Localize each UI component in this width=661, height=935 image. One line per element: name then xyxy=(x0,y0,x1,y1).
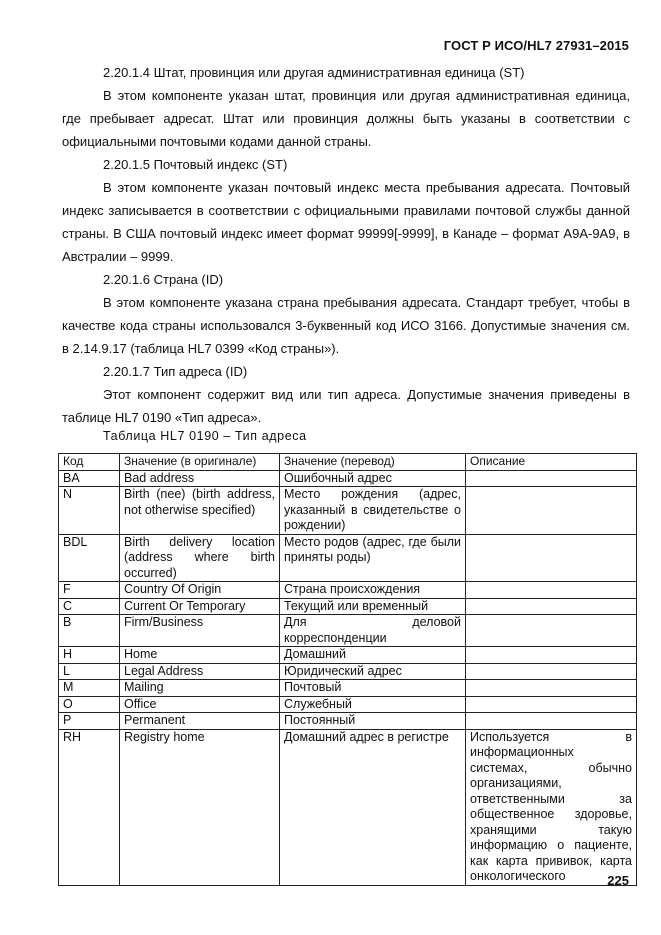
original-cell: Birth (nee) (birth address, not otherwise specified) xyxy=(120,487,280,535)
translation-cell: Почтовый xyxy=(280,680,466,697)
original-cell: Permanent xyxy=(120,713,280,730)
translation-cell: Место рождения (адрес, указанный в свидетельстве о рождении) xyxy=(280,487,466,535)
code-cell: N xyxy=(59,487,120,535)
translation-cell: Для деловой корреспонденции xyxy=(280,615,466,647)
description-cell xyxy=(466,713,637,730)
table-row xyxy=(59,487,637,535)
column-header-translation: Значение (перевод) xyxy=(280,454,466,471)
section-heading-postal-code: 2.20.1.5 Почтовый индекс (ST) xyxy=(103,157,288,172)
original-cell: Legal Address xyxy=(120,663,280,680)
section-body-postal-code: В этом компоненте указан почтовый индекс места пребывания адресата. Почтовый индекс записывается в соответствии с официальными правилами почтовой службы данной страны. В США почтовый индекс имеет формат 99999[-9999], в Канаде – формат A9A-9A9, в Австралии – 9999. xyxy=(62,180,630,264)
section-heading-state: 2.20.1.4 Штат, провинция или другая административная единица (ST) xyxy=(103,65,525,80)
code-cell: H xyxy=(59,647,120,664)
document-header: ГОСТ Р ИСО/HL7 27931–2015 xyxy=(443,38,629,53)
translation-cell: Текущий или временный xyxy=(280,598,466,615)
description-cell xyxy=(466,663,637,680)
table-row xyxy=(59,647,637,664)
code-cell: P xyxy=(59,713,120,730)
description-cell xyxy=(466,582,637,599)
description-cell xyxy=(466,470,637,487)
original-cell: Firm/Business xyxy=(120,615,280,647)
section-body-state: В этом компоненте указан штат, провинция или другая административная единица, где пребывает адресат. Штат или провинция должны быть указаны в соответствии с официальными почтовыми кодами данной страны. xyxy=(62,88,630,149)
description-cell xyxy=(466,487,637,535)
translation-cell: Юридический адрес xyxy=(280,663,466,680)
section-heading-address-type: 2.20.1.7 Тип адреса (ID) xyxy=(103,364,248,379)
translation-cell: Служебный xyxy=(280,696,466,713)
table-row xyxy=(59,663,637,680)
translation-cell: Ошибочный адрес xyxy=(280,470,466,487)
column-header-original: Значение (в оригинале) xyxy=(120,454,280,471)
description-cell: Используется в информационных системах, обычно организациями, ответственными за общественное здоровье, хранящими такую информацию о пациенте, как карта прививок, карта онкологического xyxy=(466,729,637,885)
code-cell: F xyxy=(59,582,120,599)
translation-cell: Домашний адрес в регистре xyxy=(280,729,466,885)
original-cell: Country Of Origin xyxy=(120,582,280,599)
column-header-code: Код xyxy=(59,454,120,471)
column-header-description: Описание xyxy=(466,454,637,471)
translation-cell: Постоянный xyxy=(280,713,466,730)
section-body-address-type: Этот компонент содержит вид или тип адреса. Допустимые значения приведены в таблице HL7 0190 «Тип адреса». xyxy=(62,387,630,425)
table-row xyxy=(59,582,637,599)
page-number: 225 xyxy=(607,873,629,888)
code-cell: L xyxy=(59,663,120,680)
description-cell xyxy=(466,680,637,697)
section-body-country: В этом компоненте указана страна пребывания адресата. Стандарт требует, чтобы в качестве кода страны использовался 3-буквенный код ИСО 3166. Допустимые значения см. в 2.14.9.17 (таблица HL7 0399 «Код страны»). xyxy=(62,295,630,356)
original-cell: Home xyxy=(120,647,280,664)
table-row xyxy=(59,696,637,713)
code-cell: C xyxy=(59,598,120,615)
table-row xyxy=(59,729,637,885)
description-cell xyxy=(466,534,637,582)
table-row xyxy=(59,615,637,647)
code-cell: M xyxy=(59,680,120,697)
description-cell xyxy=(466,647,637,664)
code-cell: RH xyxy=(59,729,120,885)
address-type-table xyxy=(58,453,637,886)
description-cell xyxy=(466,598,637,615)
code-cell: B xyxy=(59,615,120,647)
original-cell: Mailing xyxy=(120,680,280,697)
code-cell: BA xyxy=(59,470,120,487)
table-caption: Таблица HL7 0190 – Тип адреса xyxy=(103,429,307,443)
translation-cell: Страна происхождения xyxy=(280,582,466,599)
table-row xyxy=(59,534,637,582)
original-cell: Registry home xyxy=(120,729,280,885)
section-heading-country: 2.20.1.6 Страна (ID) xyxy=(103,272,224,287)
description-cell xyxy=(466,696,637,713)
translation-cell: Место родов (адрес, где были приняты роды) xyxy=(280,534,466,582)
original-cell: Birth delivery location (address where birth occurred) xyxy=(120,534,280,582)
translation-cell: Домашний xyxy=(280,647,466,664)
code-cell: BDL xyxy=(59,534,120,582)
description-cell xyxy=(466,615,637,647)
original-cell: Bad address xyxy=(120,470,280,487)
table-header-row xyxy=(59,454,637,471)
original-cell: Office xyxy=(120,696,280,713)
table-row xyxy=(59,713,637,730)
original-cell: Current Or Temporary xyxy=(120,598,280,615)
table-row xyxy=(59,470,637,487)
table-row xyxy=(59,598,637,615)
code-cell: O xyxy=(59,696,120,713)
table-row xyxy=(59,680,637,697)
